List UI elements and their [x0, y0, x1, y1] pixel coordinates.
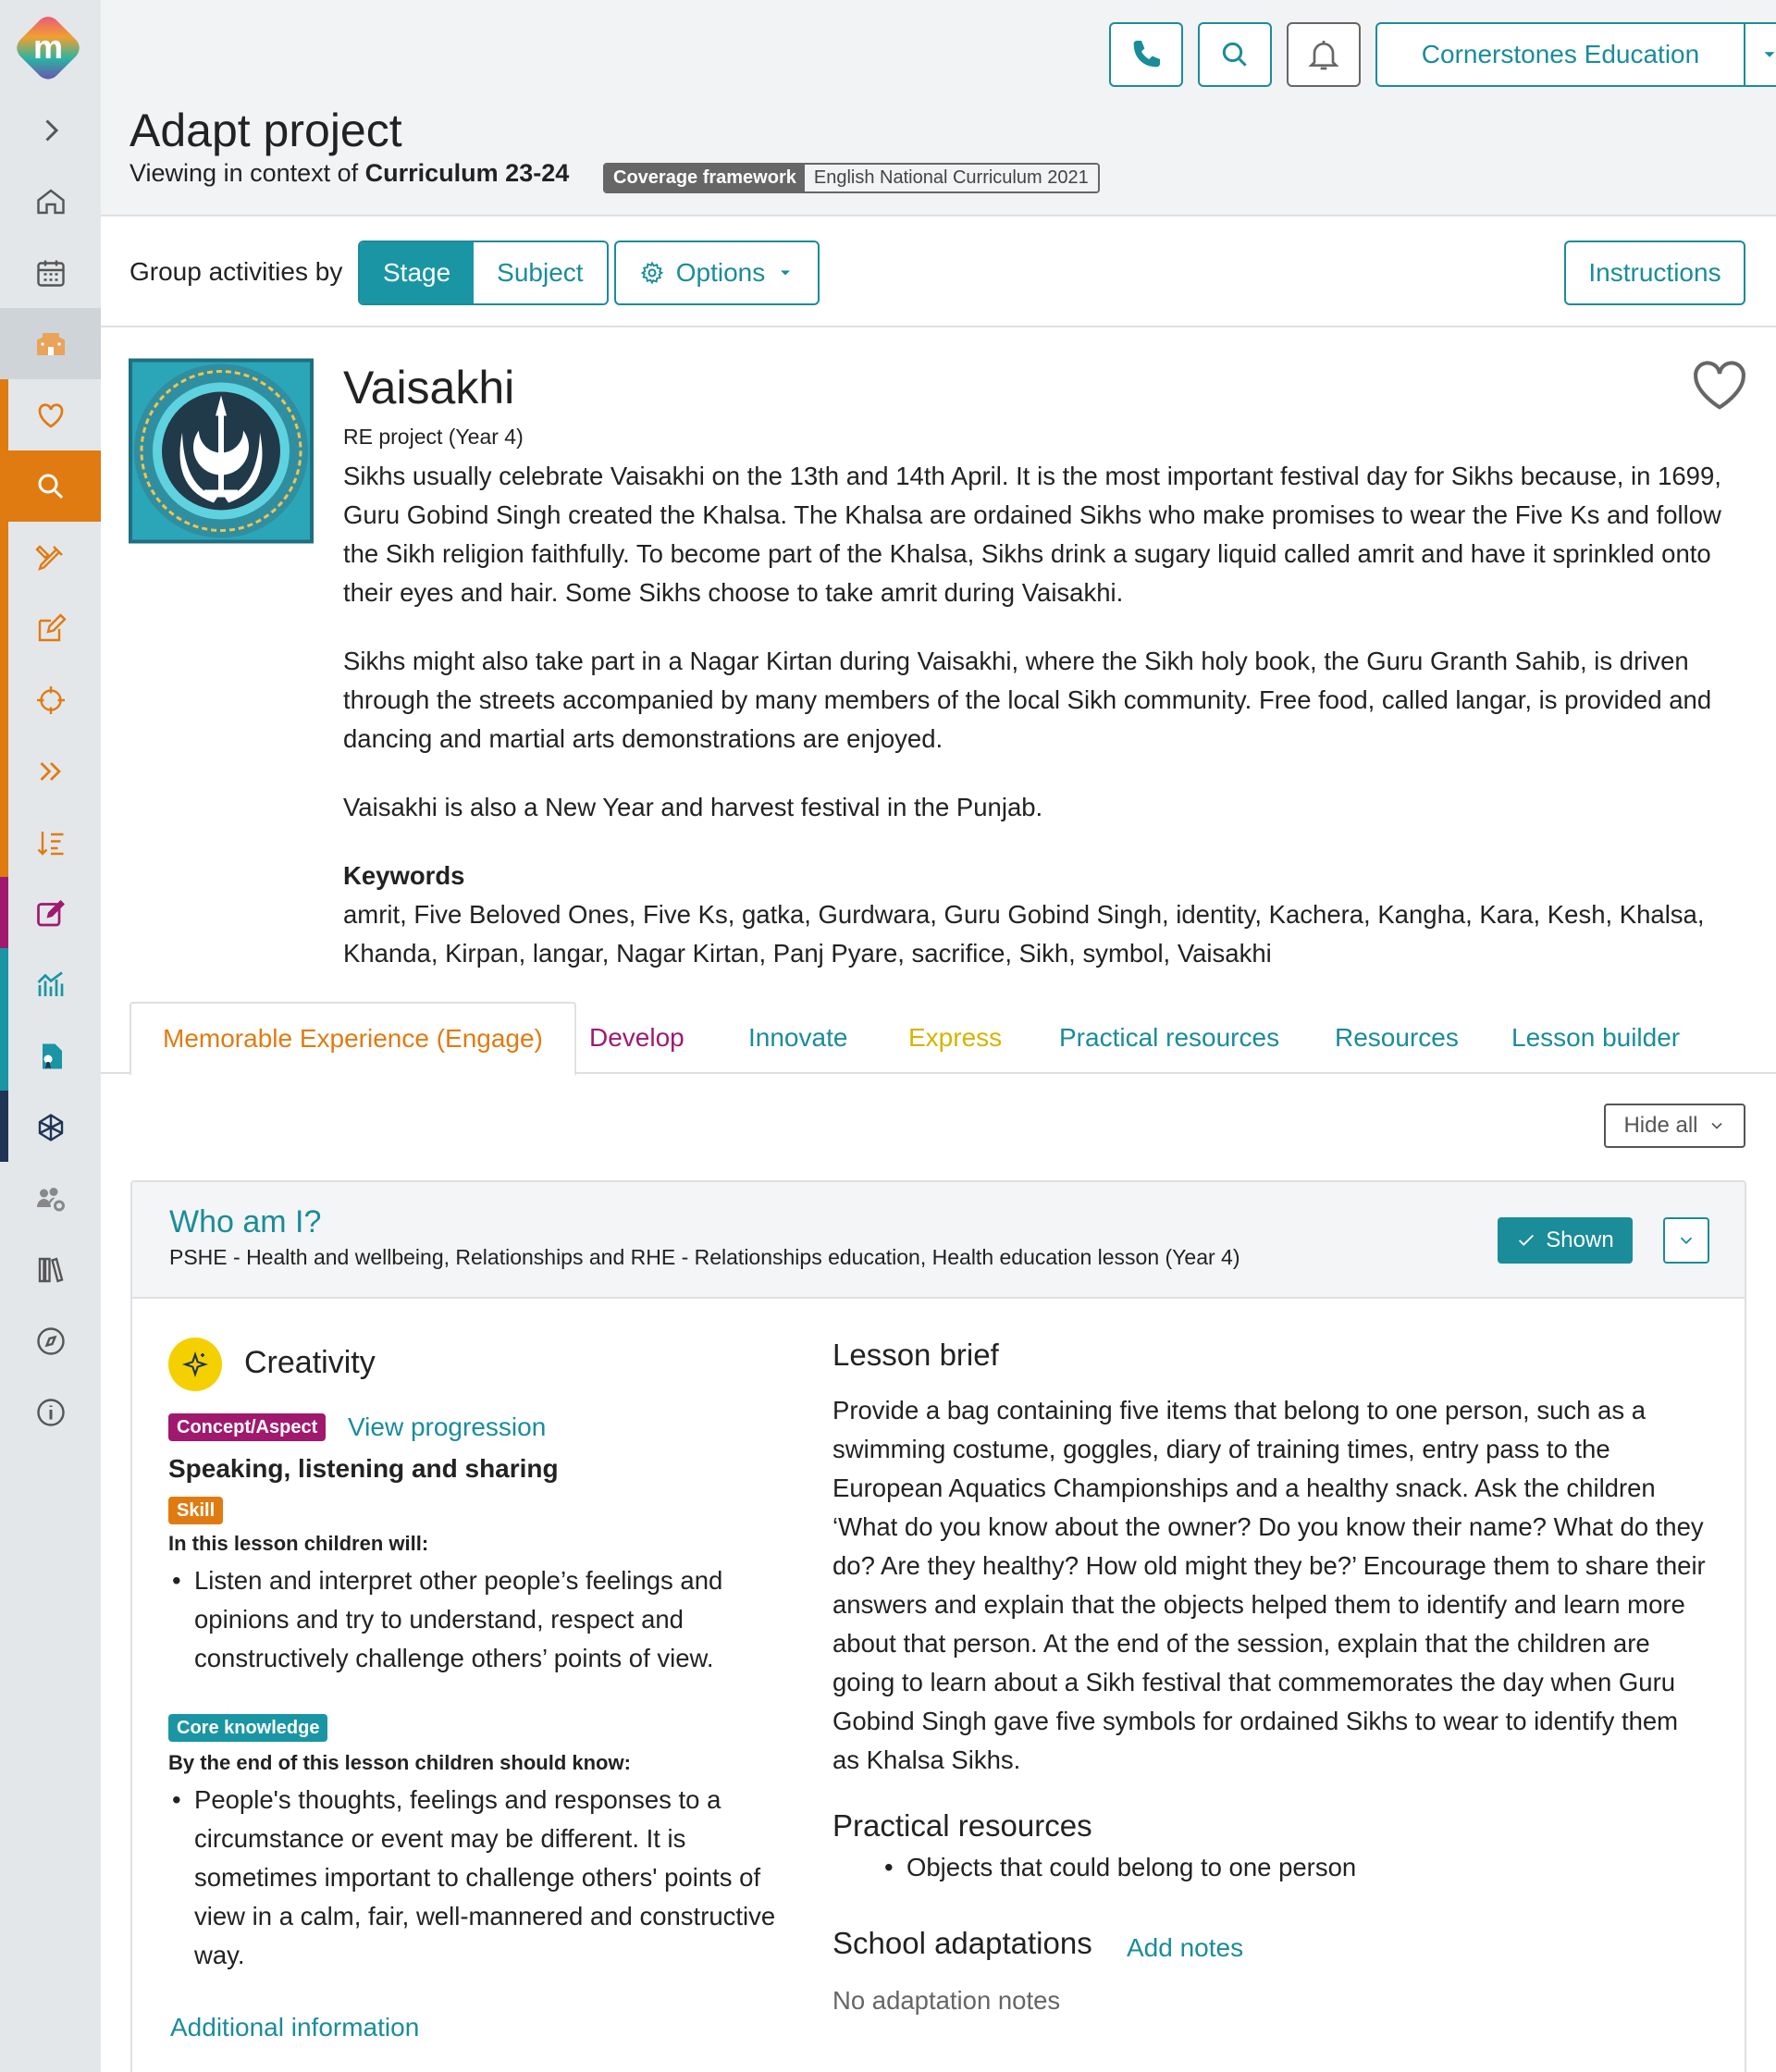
account-name: Cornerstones Education — [1421, 40, 1700, 68]
coverage-badge — [603, 163, 1100, 193]
list-item: • People's thoughts, feelings and responses to a circumstance or event may be different. It is sometimes important to challenge others' points of view in a calm, fair, well-mannered and constructive way. — [168, 1781, 788, 1975]
sidebar-item-progression[interactable] — [0, 735, 101, 807]
sidebar-item-library[interactable] — [0, 1234, 101, 1305]
document-award-icon — [34, 1040, 68, 1073]
search-icon — [34, 470, 68, 503]
sidebar-item-search[interactable] — [0, 450, 101, 522]
tab-innovate[interactable]: Innovate — [748, 1023, 848, 1052]
edit-icon — [34, 612, 68, 646]
concept-name: Speaking, listening and sharing — [168, 1454, 559, 1483]
check-icon — [1516, 1230, 1536, 1251]
search-button[interactable] — [1198, 22, 1272, 87]
sidebar — [0, 0, 101, 2072]
lesson-brief-title: Lesson brief — [832, 1338, 999, 1372]
network-icon — [34, 1111, 68, 1144]
chevron-down-icon — [1676, 1230, 1696, 1251]
sidebar-item-network[interactable] — [0, 1092, 101, 1163]
options-label: Options — [675, 258, 766, 287]
sidebar-item-target[interactable] — [0, 664, 101, 735]
sidebar-item-info[interactable] — [0, 1376, 101, 1448]
heart-icon — [34, 399, 68, 432]
page-title: Adapt project — [130, 105, 402, 156]
stage-tabs — [101, 1002, 1776, 1074]
compass-icon — [34, 1325, 68, 1358]
practical-resources-title: Practical resources — [832, 1808, 1092, 1843]
notifications-button[interactable] — [1287, 22, 1361, 87]
hide-all-label: Hide all — [1623, 1113, 1698, 1138]
sort-icon — [34, 826, 68, 859]
info-icon — [34, 1396, 68, 1429]
library-icon — [34, 1253, 68, 1287]
practical-resources-list — [881, 1848, 1621, 1887]
add-notes-link[interactable]: Add notes — [1127, 1933, 1244, 1962]
options-button[interactable] — [614, 240, 820, 305]
core-knowledge-badge: Core knowledge — [168, 1714, 327, 1742]
chevron-right-icon — [34, 114, 68, 147]
school-adaptations-title: School adaptations — [832, 1926, 1092, 1960]
sidebar-item-design[interactable] — [0, 522, 101, 593]
tab-develop[interactable]: Develop — [589, 1023, 684, 1052]
tab-practical-resources[interactable]: Practical resources — [1059, 1023, 1280, 1052]
users-settings-icon — [34, 1182, 68, 1215]
sidebar-item-home[interactable] — [0, 166, 101, 237]
sidebar-item-sort[interactable] — [0, 807, 101, 878]
sidebar-item-assess[interactable] — [0, 878, 101, 949]
caret-down-icon — [1759, 44, 1776, 65]
gear-icon — [639, 260, 665, 286]
bell-icon — [1305, 36, 1342, 73]
sidebar-item-documents[interactable] — [0, 1020, 101, 1092]
lesson-title[interactable]: Who am I? — [169, 1204, 322, 1240]
keywords-list: amrit, Five Beloved Ones, Five Ks, gatka, Gurdwara, Guru Gobind Singh, identity, Kachera, Kangha, Kara, Kesh, Khalsa, Khanda, Kirpan, langar, Nagar Kirtan, Panj Pyare, sacrifice, Sikh, symbol, Vaisakhi — [343, 900, 1705, 968]
project-description — [343, 457, 1749, 973]
school-icon — [34, 327, 68, 361]
sidebar-item-calendar[interactable] — [0, 237, 101, 308]
svg-text:m: m — [32, 28, 64, 66]
tab-lesson-builder[interactable]: Lesson builder — [1511, 1023, 1681, 1052]
project-paragraph: Vaisakhi is also a New Year and harvest festival in the Punjab. — [343, 793, 1043, 821]
group-by-subject[interactable]: Subject — [474, 242, 606, 303]
skill-badge: Skill — [168, 1497, 223, 1524]
sidebar-item-reports[interactable] — [0, 949, 101, 1020]
project-subtitle: RE project (Year 4) — [343, 425, 524, 449]
group-by-toggle — [358, 240, 609, 305]
skill-intro: In this lesson children will: — [168, 1532, 429, 1555]
project-paragraph: Sikhs usually celebrate Vaisakhi on the 13th and 14th April. It is the most important festival day for Sikhs because, in 1699, Guru Gobind Singh created the Khalsa. The Khalsa are ordained Sikhs who make promises to wear the Five Ks and follow the Sikh religion faithfully. To become part of the Khalsa, Sikhs drink a sugary liquid called amrit and have it sprinkled onto their eyes and hair. Some Sikhs choose to take amrit during Vaisakhi. — [343, 462, 1721, 607]
lesson-subtitle: PSHE - Health and wellbeing, Relationships and RHE - Relationships education, Health education lesson (Year 4) — [169, 1245, 1240, 1269]
group-by-stage[interactable]: Stage — [360, 242, 474, 303]
caret-down-icon — [776, 264, 795, 282]
phone-icon — [1128, 36, 1165, 73]
sidebar-item-edit[interactable] — [0, 593, 101, 664]
tab-express[interactable]: Express — [908, 1023, 1003, 1052]
phone-button[interactable] — [1109, 22, 1183, 87]
concept-badge: Concept/Aspect — [168, 1413, 326, 1441]
context-prefix: Viewing in context of — [130, 159, 365, 187]
view-progression-link[interactable]: View progression — [348, 1412, 547, 1441]
coverage-value: English National Curriculum 2021 — [805, 165, 1098, 191]
tab-engage[interactable]: Memorable Experience (Engage) — [130, 1002, 576, 1076]
sidebar-item-users[interactable] — [0, 1163, 101, 1234]
home-icon — [34, 185, 68, 218]
lesson-brief-text: Provide a bag containing five items that belong to one person, such as a swimming costume, goggles, diary of training times, entry pass to the European Aquatics Championships and a healthy snack. Ask the children ‘What do you know about the owner? Do you know their name? What do they do? Are they healthy? How old might they be?’ Encourage them to share their answers and explain that the objects helped them to identify and learn more about that person. At the end of the session, explain that the children are going to learn about a Sikh festival that commemorates the day when Guru Gobind Singh gave five symbols for ordained Sikhs to wear to identify them as Khalsa Sikhs. — [832, 1396, 1706, 1774]
edit-square-icon — [34, 897, 68, 931]
double-chevron-icon — [34, 755, 68, 788]
lesson-card-header — [132, 1182, 1745, 1299]
crosshair-icon — [34, 684, 68, 717]
keywords-title: Keywords — [343, 861, 465, 890]
pencil-ruler-icon — [34, 541, 68, 574]
coverage-key: Coverage framework — [605, 165, 805, 191]
calendar-icon — [34, 256, 68, 290]
knowledge-list — [168, 1781, 788, 1975]
project-image — [129, 358, 314, 544]
chevron-down-icon — [1708, 1116, 1726, 1135]
project-title: Vaisakhi — [343, 362, 515, 413]
sidebar-item-favourites[interactable] — [0, 379, 101, 450]
toolbar — [101, 218, 1776, 327]
context-line — [130, 159, 569, 188]
project-paragraph: Sikhs might also take part in a Nagar Kirtan during Vaisakhi, where the Sikh holy book, the Guru Granth Sahib, is driven through the streets accompanied by many members of the local Sikh community. Free food, called langar, is provided and dancing and martial arts demonstrations are enjoyed. — [343, 647, 1712, 753]
shown-toggle-button[interactable] — [1498, 1217, 1633, 1264]
hide-all-button[interactable] — [1604, 1104, 1745, 1148]
shown-label: Shown — [1546, 1227, 1614, 1252]
app-logo[interactable] — [15, 15, 81, 81]
additional-information-link[interactable]: Additional information — [170, 2013, 420, 2041]
search-icon — [1216, 36, 1253, 73]
account-dropdown-button[interactable] — [1744, 22, 1776, 87]
theme-title: Creativity — [244, 1345, 376, 1380]
sidebar-expand[interactable] — [0, 94, 101, 166]
tab-resources[interactable]: Resources — [1335, 1023, 1459, 1052]
list-item: • Objects that could belong to one person — [881, 1848, 1621, 1887]
group-by-label: Group activities by — [130, 257, 343, 286]
skill-list — [168, 1561, 760, 1678]
account-button[interactable] — [1375, 22, 1745, 87]
chart-icon — [34, 968, 68, 1002]
context-value: Curriculum 23-24 — [364, 159, 570, 187]
no-adaptation-notes: No adaptation notes — [832, 1986, 1061, 2015]
instructions-button[interactable]: Instructions — [1564, 240, 1745, 305]
list-item: • Listen and interpret other people’s feelings and opinions and try to understand, respect and constructively challenge others’ points of view. — [168, 1561, 760, 1678]
expand-lesson-button[interactable] — [1663, 1217, 1709, 1264]
sidebar-item-school[interactable] — [0, 308, 101, 379]
sidebar-item-explore[interactable] — [0, 1305, 101, 1376]
favourite-heart-icon[interactable] — [1691, 359, 1748, 413]
knowledge-intro: By the end of this lesson children should know: — [168, 1751, 631, 1774]
sparkle-icon — [180, 1350, 210, 1379]
creativity-icon — [168, 1338, 222, 1391]
